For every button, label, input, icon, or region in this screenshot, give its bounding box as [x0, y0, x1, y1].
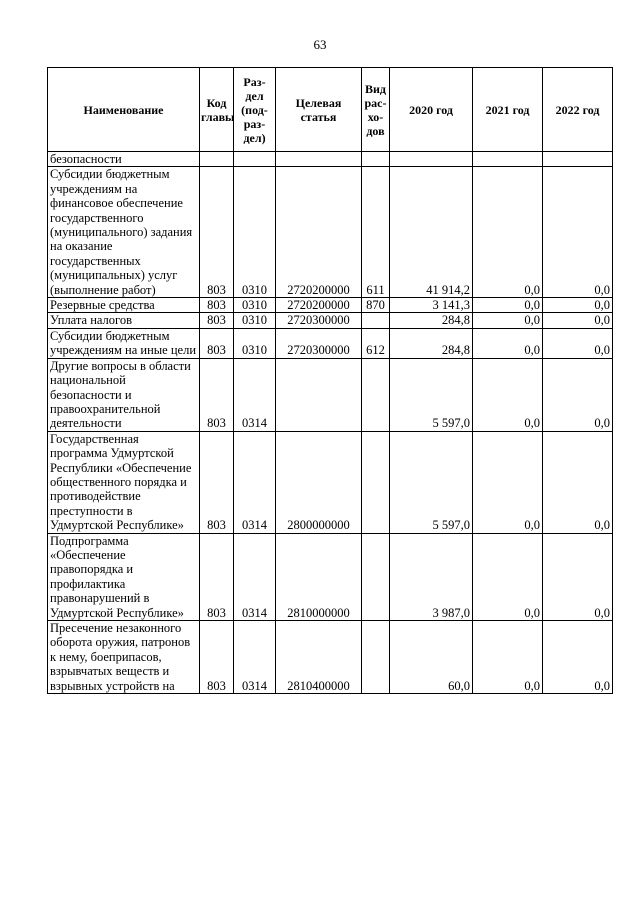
- cell-target: [276, 358, 362, 431]
- cell-section: 0314: [234, 621, 276, 694]
- cell-section: 0314: [234, 533, 276, 620]
- cell-expense-type: [362, 533, 390, 620]
- cell-2020: 41 914,2: [390, 167, 473, 298]
- cell-expense-type: 611: [362, 167, 390, 298]
- cell-2022: [543, 152, 613, 167]
- cell-section: 0314: [234, 358, 276, 431]
- header-2020: 2020 год: [390, 68, 473, 152]
- cell-code: 803: [200, 358, 234, 431]
- cell-expense-type: [362, 313, 390, 328]
- cell-2020: 3 141,3: [390, 298, 473, 313]
- cell-code: [200, 152, 234, 167]
- cell-name: Резервные средства: [48, 298, 200, 313]
- cell-2021: 0,0: [473, 621, 543, 694]
- cell-code: 803: [200, 167, 234, 298]
- table-body: [48, 152, 613, 694]
- cell-target: 2810400000: [276, 621, 362, 694]
- cell-2021: 0,0: [473, 328, 543, 358]
- cell-code: 803: [200, 298, 234, 313]
- table-row: [48, 167, 613, 298]
- cell-2021: 0,0: [473, 358, 543, 431]
- cell-section: 0310: [234, 167, 276, 298]
- cell-section: [234, 152, 276, 167]
- header-section: Раз-дел (под-раз-дел): [234, 68, 276, 152]
- cell-2021: 0,0: [473, 533, 543, 620]
- header-2022: 2022 год: [543, 68, 613, 152]
- cell-2020: 284,8: [390, 313, 473, 328]
- cell-expense-type: 612: [362, 328, 390, 358]
- cell-2020: 284,8: [390, 328, 473, 358]
- header-code: Код главы: [200, 68, 234, 152]
- cell-code: 803: [200, 431, 234, 533]
- header-name: Наименование: [48, 68, 200, 152]
- header-target: Целевая статья: [276, 68, 362, 152]
- table-row: [48, 358, 613, 431]
- cell-2022: 0,0: [543, 358, 613, 431]
- cell-2020: [390, 152, 473, 167]
- table-header-row: [48, 68, 613, 152]
- cell-name: Уплата налогов: [48, 313, 200, 328]
- cell-2020: 5 597,0: [390, 358, 473, 431]
- cell-2020: 60,0: [390, 621, 473, 694]
- table-row: [48, 328, 613, 358]
- cell-2020: 5 597,0: [390, 431, 473, 533]
- cell-target: 2810000000: [276, 533, 362, 620]
- cell-2021: [473, 152, 543, 167]
- page-number: 63: [313, 37, 327, 52]
- cell-2021: 0,0: [473, 313, 543, 328]
- cell-name: Государственная программа Удмуртской Республики «Обеспечение общественного порядка и противодействие преступности в Удмуртской Республике»: [48, 431, 200, 533]
- cell-name: Другие вопросы в области национальной безопасности и правоохранительной деятельности: [48, 358, 200, 431]
- header-expense-type: Вид рас-хо-дов: [362, 68, 390, 152]
- table-row: [48, 621, 613, 694]
- cell-target: 2720200000: [276, 298, 362, 313]
- cell-target: [276, 152, 362, 167]
- table-row: [48, 313, 613, 328]
- cell-target: 2720300000: [276, 328, 362, 358]
- cell-expense-type: [362, 358, 390, 431]
- cell-expense-type: [362, 621, 390, 694]
- cell-name: Подпрограмма «Обеспечение правопорядка и профилактика правонарушений в Удмуртской Республике»: [48, 533, 200, 620]
- cell-section: 0310: [234, 298, 276, 313]
- cell-name: Пресечение незаконного оборота оружия, патронов к нему, боеприпасов, взрывчатых веществ и взрывных устройств на: [48, 621, 200, 694]
- cell-2022: 0,0: [543, 621, 613, 694]
- cell-code: 803: [200, 313, 234, 328]
- cell-2021: 0,0: [473, 167, 543, 298]
- budget-table: [47, 67, 613, 694]
- cell-2022: 0,0: [543, 298, 613, 313]
- cell-expense-type: 870: [362, 298, 390, 313]
- cell-code: 803: [200, 328, 234, 358]
- cell-section: 0310: [234, 328, 276, 358]
- table-row: [48, 152, 613, 167]
- cell-code: 803: [200, 621, 234, 694]
- cell-target: 2800000000: [276, 431, 362, 533]
- table-row: [48, 533, 613, 620]
- header-2021: 2021 год: [473, 68, 543, 152]
- table-row: [48, 431, 613, 533]
- cell-2020: 3 987,0: [390, 533, 473, 620]
- cell-name: безопасности: [48, 152, 200, 167]
- cell-2022: 0,0: [543, 328, 613, 358]
- cell-2021: 0,0: [473, 431, 543, 533]
- cell-expense-type: [362, 431, 390, 533]
- cell-name: Субсидии бюджетным учреждениям на иные цели: [48, 328, 200, 358]
- cell-code: 803: [200, 533, 234, 620]
- cell-2022: 0,0: [543, 533, 613, 620]
- cell-expense-type: [362, 152, 390, 167]
- cell-2022: 0,0: [543, 313, 613, 328]
- cell-2021: 0,0: [473, 298, 543, 313]
- cell-target: 2720200000: [276, 167, 362, 298]
- cell-target: 2720300000: [276, 313, 362, 328]
- cell-section: 0310: [234, 313, 276, 328]
- cell-2022: 0,0: [543, 431, 613, 533]
- cell-name: Субсидии бюджетным учреждениям на финансовое обеспечение государственного (муниципального) задания на оказание государственных (муниципальных) услуг (выполнение работ): [48, 167, 200, 298]
- cell-2022: 0,0: [543, 167, 613, 298]
- table-row: [48, 298, 613, 313]
- cell-section: 0314: [234, 431, 276, 533]
